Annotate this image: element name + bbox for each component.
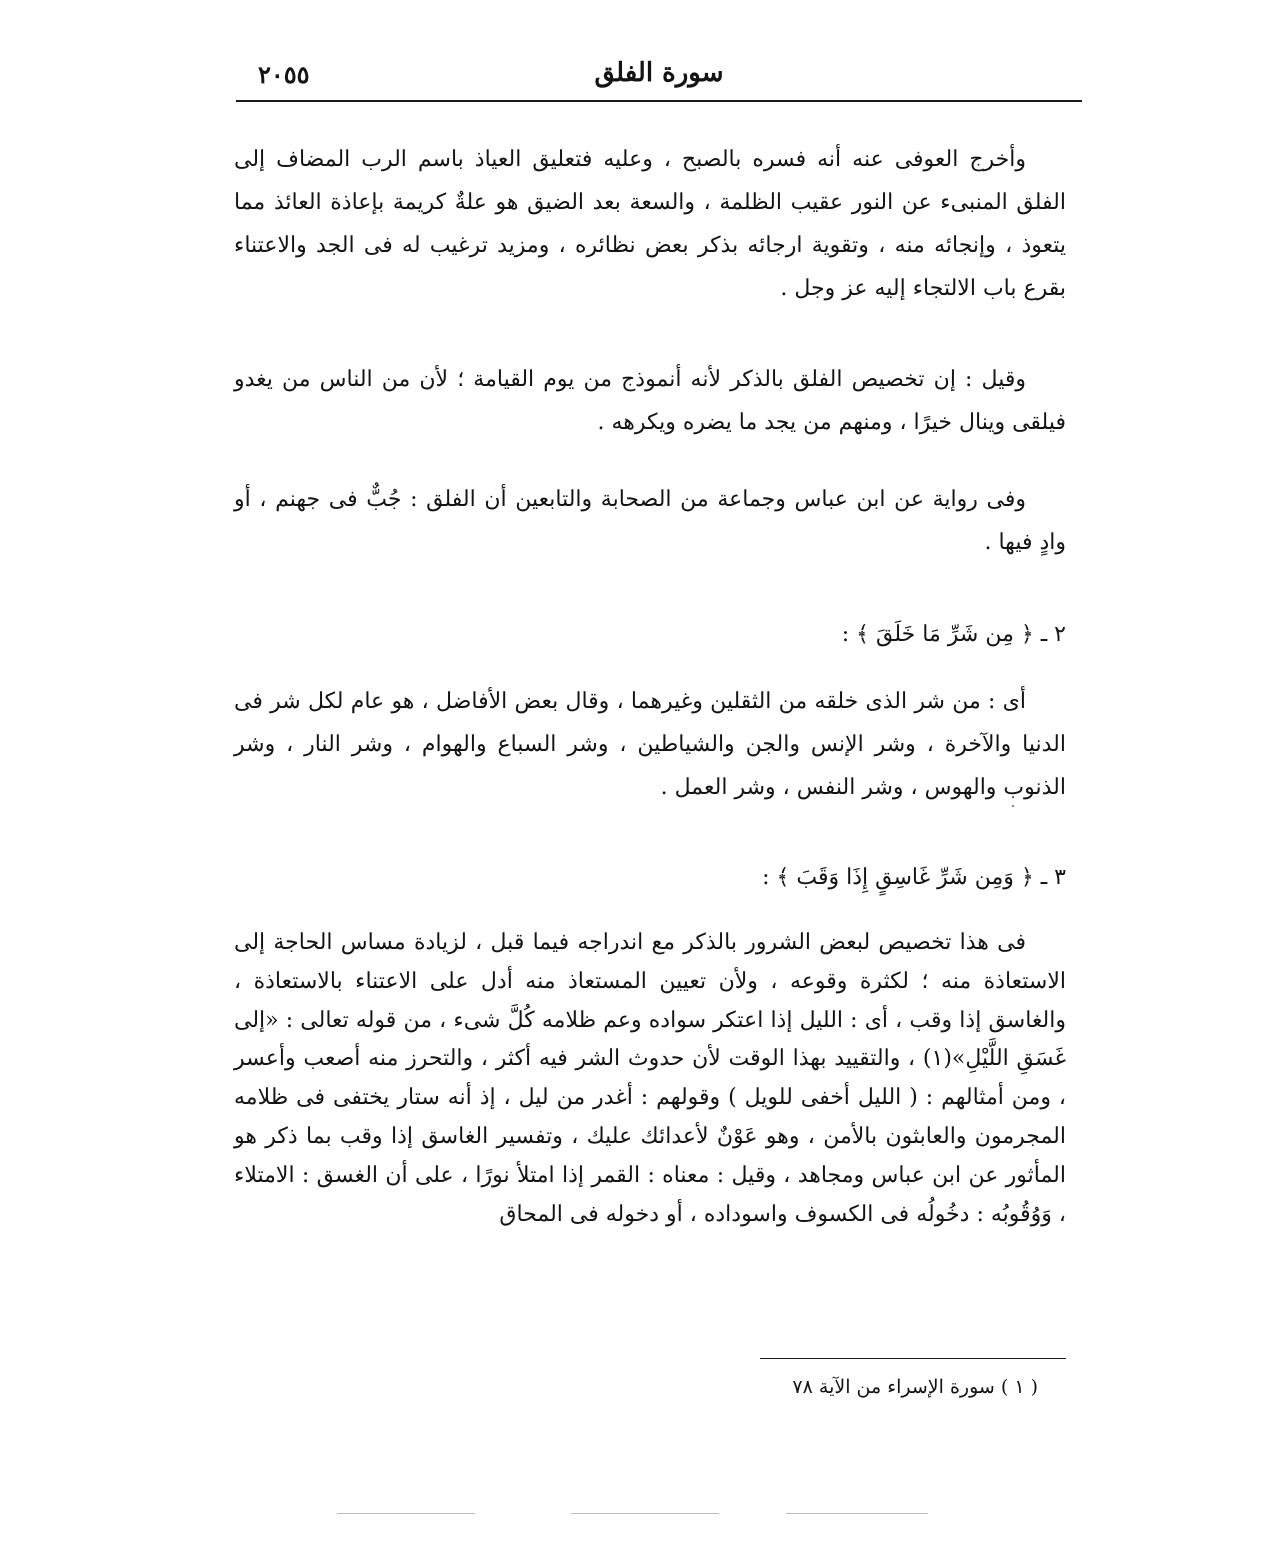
paragraph-3: وفى رواية عن ابن عباس وجماعة من الصحابة والتابعين أن الفلق : جُبٌّ فى جهنم ، أو وادٍ فيها . [234, 487, 1066, 555]
footnote: ( ١ ) سورة الإسراء من الآية ٧٨ [792, 1376, 1038, 1398]
verse-heading-2: ٢ ـ ﴿ مِن شَرِّ مَا خَلَقَ ﴾ : [841, 622, 1066, 647]
bottom-rule [786, 1513, 928, 1514]
paragraph-2: وقيل : إن تخصيص الفلق بالذكر لأنه أنموذج من يوم القيامة ؛ لأن من الناس من يغدو فيلقى وينال خيرًا ، ومنهم من يجد ما يضره ويكرهه . [234, 367, 1066, 435]
verse-heading-3: ٣ ـ ﴿ وَمِن شَرِّ غَاسِقٍ إِذَا وَقَبَ ﴾ : [762, 865, 1066, 890]
surah-title: سورة الفلق [594, 58, 724, 88]
footnote-rule [760, 1358, 1066, 1359]
bottom-rule [571, 1513, 719, 1514]
scan-speck [1012, 805, 1014, 807]
paragraph-5: فى هذا تخصيص لبعض الشرور بالذكر مع اندراجه فيما قبل ، لزيادة مساس الحاجة إلى الاستعاذة منه ؛ لكثرة وقوعه ، ولأن تعيين المستعاذ منه أدل على الاعتناء بالاستعاذة ، والغاسق إذا وقب ، أى : الليل إذا اعتكر سواده وعم ظلامه كُلَّ شىء ، من قوله تعالى : «إلى غَسَقِ اللَّيْلِ»(١) ، والتقييد بهذا الوقت لأن حدوث الشر فيه أكثر ، والتحرز منه أصعب وأعسر ، ومن أمثالهم : ( الليل أخفى للويل ) وقولهم : أغدر من ليل ، إذ أنه ستار يختفى فى ظلامه المجرمون والعابثون بالأمن ، وهو عَوْنٌ لأعدائك عليك ، وتفسير الغاسق إذا وقب بما ذكر هو المأثور عن ابن عباس ومجاهد ، وقيل : معناه : القمر إذا امتلأ نورًا ، على أن الغسق : الامتلاء ، وَوُقُوبُه : دخُولُه فى الكسوف واسوداده ، أو دخوله فى المحاق [234, 930, 1066, 1227]
header-rule [236, 100, 1082, 102]
running-header [236, 52, 1082, 98]
bottom-rule [337, 1513, 475, 1514]
page-number: ٢٠٥٥ [258, 60, 310, 89]
paragraph-1: وأخرج العوفى عنه أنه فسره بالصبح ، وعليه فتعليق العياذ باسم الرب المضاف إلى الفلق المنبىء عن النور عقيب الظلمة ، والسعة بعد الضيق هو علةٌ كريمة بإعاذة العائذ مما يتعوذ ، وإنجائه منه ، وتقوية ارجائه بذكر بعض نظائره ، ومزيد ترغيب له فى الجد والاعتناء بقرع باب الالتجاء إليه عز وجل . [234, 147, 1066, 301]
paragraph-4: أى : من شر الذى خلقه من الثقلين وغيرهما ، وقال بعض الأفاضل ، هو عام لكل شر فى الدنيا والآخرة ، وشر الإنس والجن والشياطين ، وشر السباع والهوام ، وشر النار ، وشر الذنوب والهوس ، وشر النفس ، وشر العمل . [234, 689, 1066, 800]
